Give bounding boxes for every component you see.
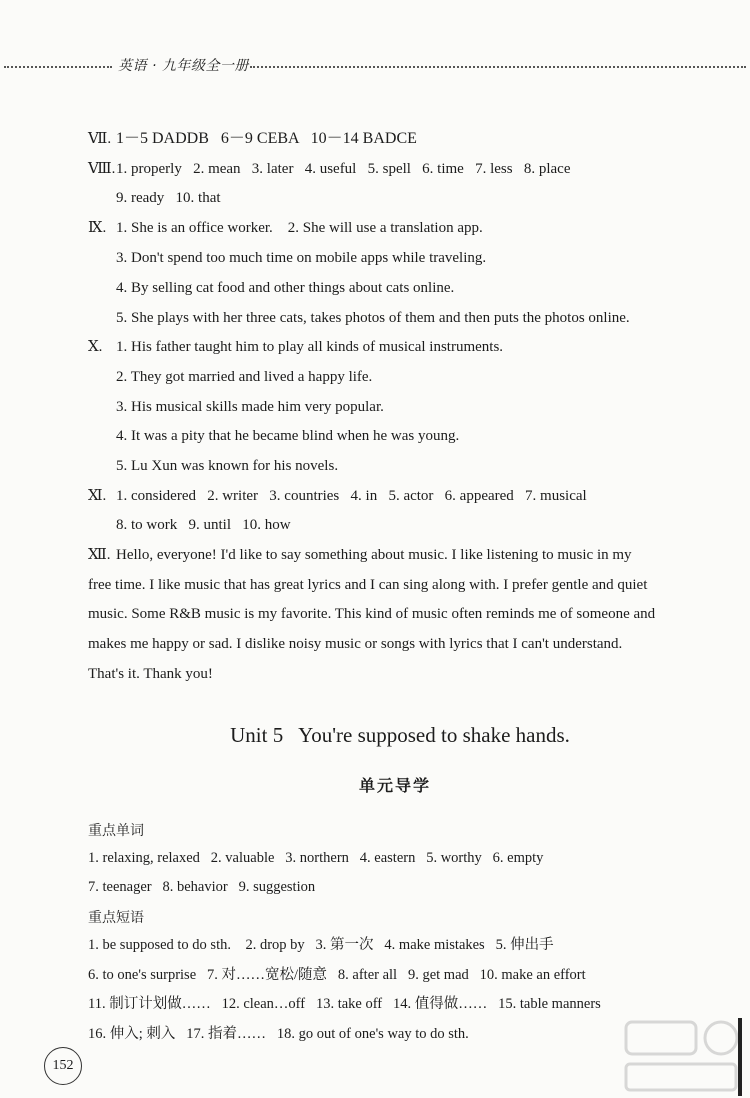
- key-phrases-line: 1. be supposed to do sth. 2. drop by 3. 第一次 4. make mistakes 5. 伸出手: [88, 937, 554, 953]
- answer-xii-line: Hello, everyone! I'd like to say something about music. I like listening to music in my: [116, 547, 632, 563]
- key-words-line: 7. teenager 8. behavior 9. suggestion: [88, 879, 316, 895]
- watermark-logo-icon: [606, 1008, 746, 1098]
- section-label-xi: Ⅺ.: [88, 488, 107, 504]
- key-phrases-line: 11. 制订计划做…… 12. clean…off 13. take off 14. 值得做…… 15. table manners: [88, 996, 601, 1012]
- answer-vii: 1－5 DADDB 6－9 CEBA 10－14 BADCE: [116, 130, 417, 147]
- key-words-label: 重点单词: [88, 823, 144, 839]
- answer-xii-line: music. Some R&B music is my favorite. This kind of music often reminds me of someone and: [88, 606, 656, 622]
- answer-x-item: 4. It was a pity that he became blind when he was young.: [116, 428, 460, 444]
- answer-xi-line: 8. to work 9. until 10. how: [116, 517, 291, 533]
- page-number: 152: [44, 1047, 82, 1085]
- section-label-ix: Ⅸ.: [88, 220, 107, 236]
- answer-xii-line: makes me happy or sad. I dislike noisy music or songs with lyrics that I can't understand.: [88, 636, 623, 652]
- section-label-xii: Ⅻ.: [88, 547, 111, 563]
- key-phrases-line: 16. 伸入; 刺入 17. 指着…… 18. go out of one's way to do sth.: [88, 1026, 469, 1042]
- answer-x-item: 1. His father taught him to play all kinds of musical instruments.: [116, 339, 504, 355]
- key-phrases-label: 重点短语: [88, 910, 144, 926]
- answer-x-item: 3. His musical skills made him very popular.: [116, 399, 384, 415]
- key-phrases-line: 6. to one's surprise 7. 对……宽松/随意 8. after all 9. get mad 10. make an effort: [88, 967, 586, 983]
- answer-x-item: 5. Lu Xun was known for his novels.: [116, 458, 339, 474]
- section-label-viii: Ⅷ.: [88, 161, 116, 177]
- answer-x-item: 2. They got married and lived a happy life.: [116, 369, 373, 385]
- section-label-vii: Ⅶ.: [88, 131, 112, 147]
- answer-viii-line: 1. properly 2. mean 3. later 4. useful 5. spell 6. time 7. less 8. place: [116, 161, 571, 177]
- answer-ix-item: 1. She is an office worker. 2. She will use a translation app.: [116, 220, 483, 236]
- header-divider-left: [4, 66, 112, 68]
- answer-ix-item: 5. She plays with her three cats, takes photos of them and then puts the photos online.: [116, 310, 630, 326]
- section-label-x: Ⅹ.: [88, 339, 103, 355]
- answer-xii-line: That's it. Thank you!: [88, 666, 213, 682]
- answer-xii-line: free time. I like music that has great lyrics and I can sing along with. I prefer gentle and quiet: [88, 577, 648, 593]
- answer-ix-item: 3. Don't spend too much time on mobile apps while traveling.: [116, 250, 487, 266]
- running-header: [0, 52, 750, 76]
- key-words-line: 1. relaxing, relaxed 2. valuable 3. northern 4. eastern 5. worthy 6. empty: [88, 850, 544, 866]
- answer-viii-line: 9. ready 10. that: [116, 190, 221, 206]
- header-divider-right: [250, 66, 746, 68]
- answer-xi-line: 1. considered 2. writer 3. countries 4. in 5. actor 6. appeared 7. musical: [116, 488, 587, 504]
- answer-ix-item: 4. By selling cat food and other things about cats online.: [116, 280, 455, 296]
- unit-title: Unit 5 You're supposed to shake hands.: [230, 723, 570, 747]
- section-title: 单元导学: [358, 776, 431, 795]
- header-title: 英语 · 九年级全一册: [118, 58, 249, 74]
